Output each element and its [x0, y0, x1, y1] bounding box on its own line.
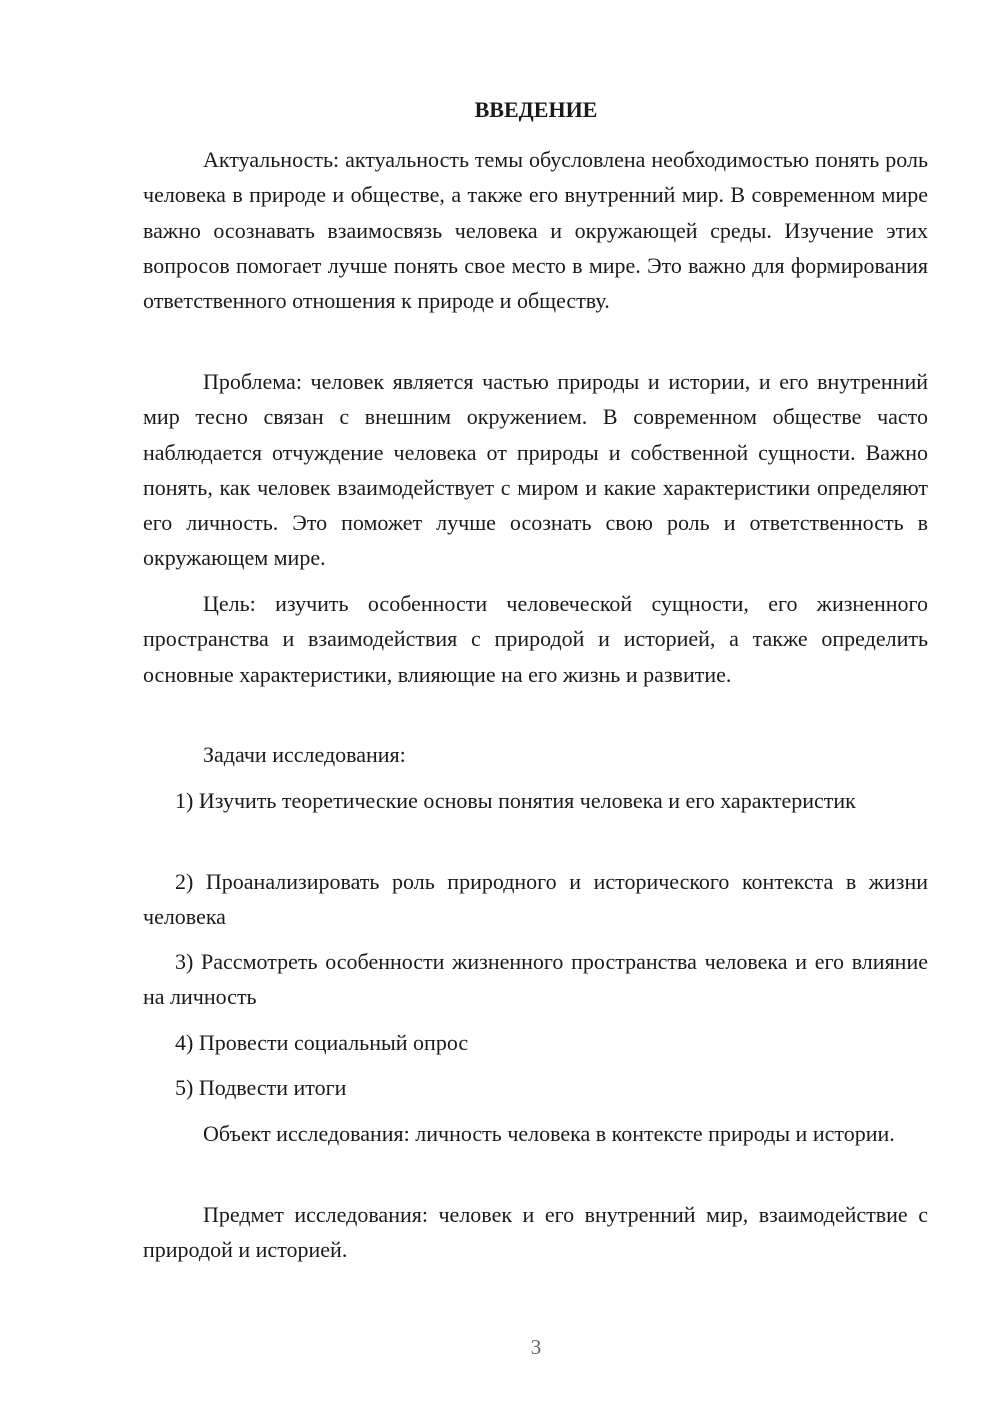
task-2-block: [143, 864, 928, 935]
list-item: 4) Провести социальный опрос: [175, 1030, 469, 1055]
goal-paragraph-block: [143, 586, 928, 692]
relevance-paragraph: Актуальность: актуальность темы обусловлена необходимостью понять роль человека в природе и обществе, а также его внутренний мир. В современном мире важно осознавать взаимосвязь человека и окружающей среды. Изучение этих вопросов помогает лучше понять свое место в мире. Это важно для формирования ответственного отношения к природе и обществу.: [143, 147, 928, 314]
relevance-paragraph-block: [143, 142, 928, 318]
page-title: ВВЕДЕНИЕ: [474, 97, 598, 122]
task-4-block: [143, 1025, 928, 1060]
list-item: 5) Подвести итоги: [175, 1075, 347, 1100]
task-1-block: [143, 783, 928, 818]
task-3-block: [143, 944, 928, 1015]
task-5-block: [143, 1070, 928, 1105]
goal-paragraph: Цель: изучить особенности человеческой сущности, его жизненного пространства и взаимодействия с природой и историей, а также определить основные характеристики, влияющие на его жизнь и развитие.: [143, 591, 928, 687]
problem-paragraph: Проблема: человек является частью природы и истории, и его внутренний мир тесно связан с внешним окружением. В современном обществе часто наблюдается отчуждение человека от природы и собственной сущности. Важно понять, как человек взаимодействует с миром и какие характеристики определяют его личность. Это поможет лучше осознать свою роль и ответственность в окружающем мире.: [143, 369, 928, 571]
problem-paragraph-block: [143, 364, 928, 576]
page-number: 3: [530, 1335, 542, 1359]
subject-paragraph: Предмет исследования: человек и его внутренний мир, взаимодействие с природой и историей.: [143, 1202, 928, 1263]
object-paragraph: Объект исследования: личность человека в контексте природы и истории.: [203, 1121, 895, 1146]
list-item: 2) Проанализировать роль природного и исторического контекста в жизни человека: [143, 869, 928, 930]
tasks-heading: Задачи исследования:: [203, 742, 406, 767]
object-paragraph-block: [143, 1116, 928, 1151]
tasks-heading-block: [143, 737, 928, 772]
list-item: 3) Рассмотреть особенности жизненного пространства человека и его влияние на личность: [143, 949, 928, 1010]
list-item: 1) Изучить теоретические основы понятия человека и его характеристик: [175, 788, 856, 813]
subject-paragraph-block: [143, 1197, 928, 1268]
